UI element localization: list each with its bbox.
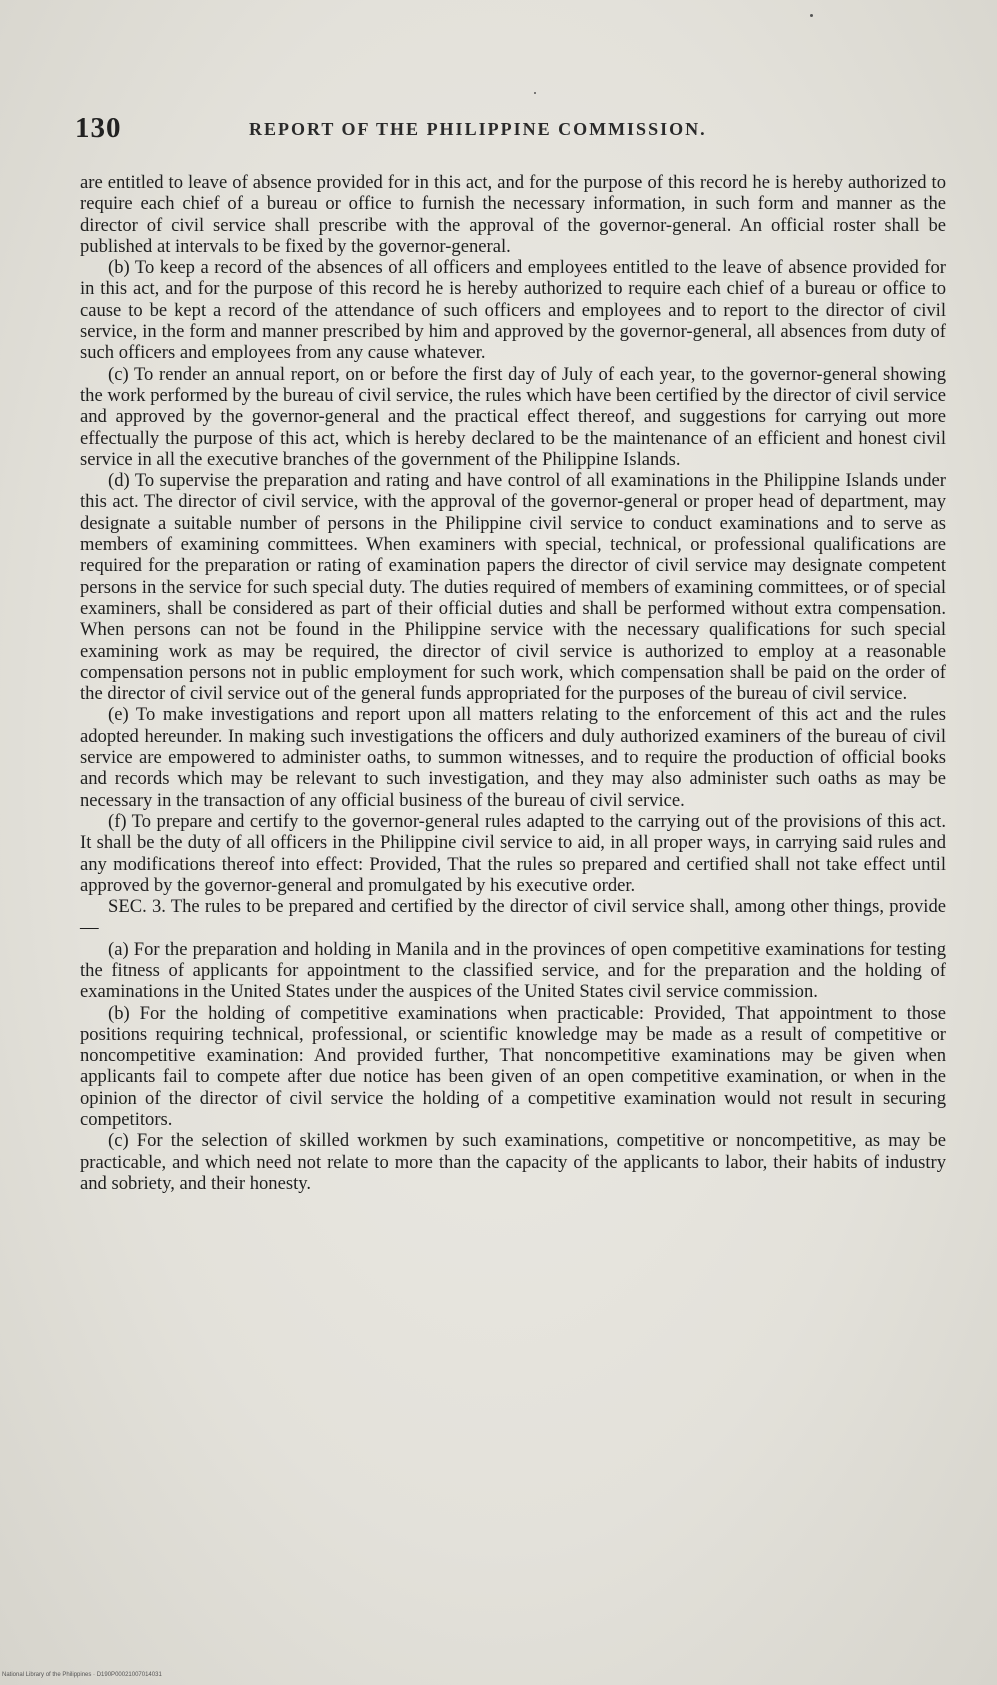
running-head: REPORT OF THE PHILIPPINE COMMISSION. — [249, 119, 707, 139]
page-header — [75, 112, 955, 152]
paragraph-continuation: are entitled to leave of absence provided for in this act, and for the purpose of this record he is hereby authorized to require each chief of a bureau or office to furnish the necessary information, in such form and manner as the director of civil service shall prescribe with the approval of the governor-general. An official roster shall be published at intervals to be fixed by the governor-general. — [80, 172, 946, 257]
section-3-heading: SEC. 3. The rules to be prepared and certified by the director of civil service shall, among other things, provide— — [80, 896, 946, 939]
page-number: 130 — [75, 112, 122, 144]
body-text — [80, 172, 946, 1194]
section-3-paragraph-c: (c) For the selection of skilled workmen by such examinations, competitive or noncompetitive, as may be practicable, and which need not relate to more than the capacity of the applicants to labor, their habits of industry and sobriety, and their honesty. — [80, 1130, 946, 1194]
library-footer-note: National Library of the Philippines · D190P00021007014031 — [2, 1672, 162, 1678]
paragraph-d: (d) To supervise the preparation and rating and have control of all examinations in the Philippine Islands under this act. The director of civil service, with the approval of the governor-general or proper head of department, may designate a suitable number of persons in the Philippine civil service to conduct examinations and to serve as members of examining committees. When examiners with special, technical, or professional qualifications are required for the preparation or rating of examination papers the director of civil service may designate competent persons in the service for such special duty. The duties required of members of examining committees, or of special examiners, shall be considered as part of their official duties and shall be performed without extra compensation. When persons can not be found in the Philippine service with the necessary qualifications for such special examining work as may be required, the director of civil service is authorized to employ at a reasonable compensation persons not in public employment for such work, which compensation shall be paid on the order of the director of civil service out of the general funds appropriated for the purposes of the bureau of civil service. — [80, 470, 946, 705]
section-3-paragraph-b: (b) For the holding of competitive examinations when practicable: Provided, That appointment to those positions requiring technical, professional, or scientific knowledge may be made as a result of competitive or noncompetitive examination: And provided further, That noncompetitive examinations may be given when applicants fail to compete after due notice has been given of an open competitive examination, or when in the opinion of the director of civil service the holding of a competitive examination would not result in securing competitors. — [80, 1002, 946, 1131]
scan-speck — [534, 92, 536, 94]
paragraph-c: (c) To render an annual report, on or before the first day of July of each year, to the governor-general showing the work performed by the bureau of civil service, the rules which have been certified by the director of civil service and approved by the governor-general and the practical effect thereof, and suggestions for carrying out more effectually the purpose of this act, which is hereby declared to be the maintenance of an efficient and honest civil service in all the executive branches of the government of the Philippine Islands. — [80, 363, 946, 470]
paragraph-f: (f) To prepare and certify to the governor-general rules adapted to the carrying out of the provisions of this act. It shall be the duty of all officers in the Philippine civil service to aid, in all proper ways, in carrying said rules and any modifications thereof into effect: Provided, That the rules so prepared and certified shall not take effect until approved by the governor-general and promulgated by his executive order. — [80, 810, 946, 896]
paragraph-e: (e) To make investigations and report upon all matters relating to the enforcement of this act and the rules adopted hereunder. In making such investigations the officers and duly authorized examiners of the bureau of civil service are empowered to administer oaths, to summon witnesses, and to require the production of official books and records which may be relevant to such investigation, and they may also administer such oaths as may be necessary in the transaction of any official business of the bureau of civil service. — [80, 704, 946, 811]
section-3-paragraph-a: (a) For the preparation and holding in Manila and in the provinces of open competitive examinations for testing the fitness of applicants for appointment to the classified service, and for the preparation and the holding of examinations in the United States under the auspices of the United States civil service commission. — [80, 938, 946, 1003]
scan-speck — [810, 14, 813, 17]
paragraph-b: (b) To keep a record of the absences of all officers and employees entitled to the leave of absence provided for in this act, and for the purpose of this record he is hereby authorized to require each chief of a bureau or office to cause to be kept a record of the attendance of such officers and employees and to report to the director of civil service, in the form and manner prescribed by him and approved by the governor-general, all absences from duty of such officers and employees from any cause whatever. — [80, 257, 946, 364]
